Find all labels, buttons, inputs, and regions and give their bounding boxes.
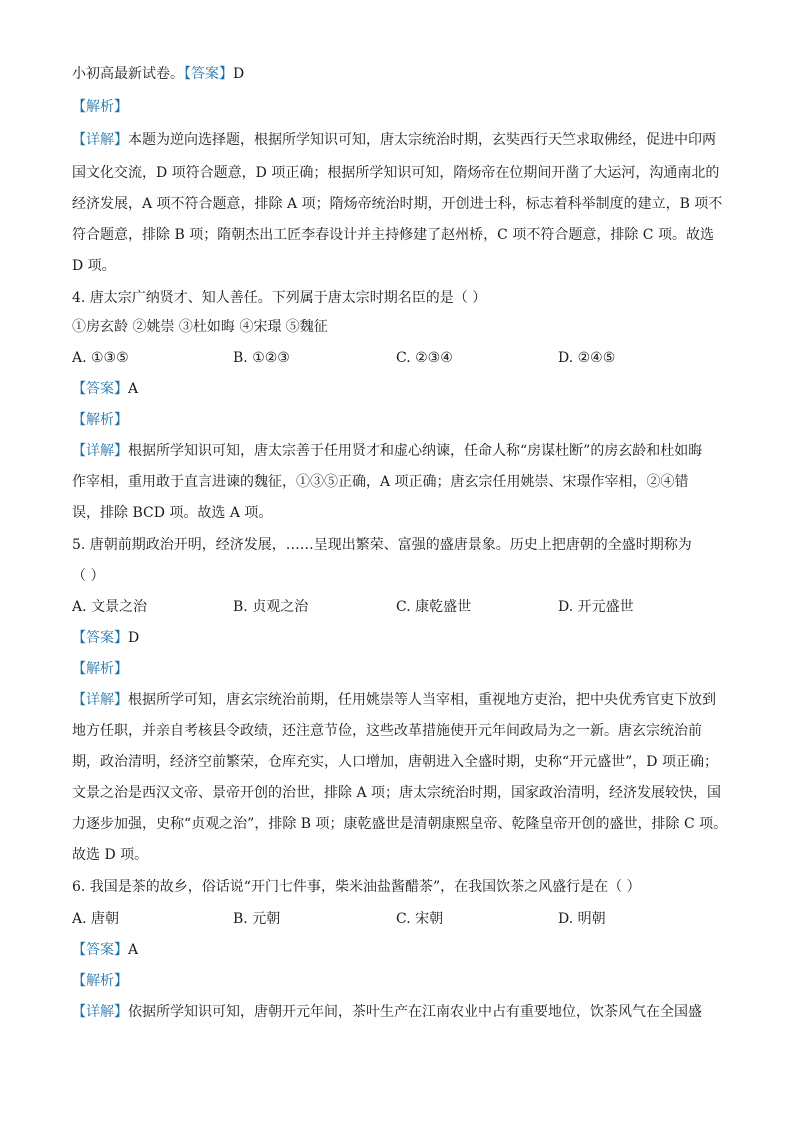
detail-line: 国文化交流，D 项符合题意，D 项正确；根据所学知识可知，隋炀帝在位期间开凿了大运河，沟通南北的 — [72, 165, 720, 181]
question-5-option-b: B. 贞观之治 — [233, 599, 309, 615]
question-6-option-c: C. 宋朝 — [396, 911, 444, 927]
answer-tag: 【答案】 — [72, 630, 128, 646]
question-4-option-d: D. ②④⑤ — [558, 350, 616, 366]
question-5-option-d: D. 开元盛世 — [558, 599, 634, 615]
question-6-option-a: A. 唐朝 — [72, 911, 120, 927]
question-5-option-c: C. 康乾盛世 — [396, 599, 472, 615]
question-6-option-b: B. 元朝 — [233, 911, 281, 927]
question-6-stem: 6. 我国是茶的故乡，俗话说“开门七件事，柴米油盐酱醋茶”，在我国饮茶之风盛行是在（ ） — [72, 879, 641, 895]
analysis-tag: 【解析】 — [72, 412, 128, 428]
question-4-items: ①房玄龄 ②姚崇 ③杜如晦 ④宋璟 ⑤魏征 — [72, 319, 328, 335]
detail-text: 依据所学知识可知，唐朝开元年间，茶叶生产在江南农业中占有重要地位，饮茶风气在全国盛 — [128, 1004, 702, 1020]
question-4-option-a: A. ①③⑤ — [72, 350, 129, 366]
detail-line: 故选 D 项。 — [72, 847, 149, 863]
analysis-tag: 【解析】 — [72, 973, 128, 989]
question-4-stem: 4. 唐太宗广纳贤才、知人善任。下列属于唐太宗时期名臣的是（ ） — [72, 290, 487, 306]
detail-line: 地方任职，并亲自考核县令政绩，还注意节俭，这些改革措施使开元年间政局为之一新。唐玄宗统治前 — [72, 723, 702, 739]
answer-value: D — [233, 66, 245, 82]
question-5-stem-cont: （ ） — [72, 568, 105, 584]
question-4-option-b: B. ①②③ — [233, 350, 290, 366]
prev-text: 小初高最新试卷。 — [72, 66, 184, 82]
detail-line: 文景之治是西汉文帝、景帝开创的治世，排除 A 项；唐太宗统治时期，国家政治清明，经济发展较快，国 — [72, 785, 722, 801]
detail-line: D 项。 — [72, 258, 116, 274]
detail-line: 误，排除 BCD 项。故选 A 项。 — [72, 505, 273, 521]
question-6-option-d: D. 明朝 — [558, 911, 606, 927]
answer-value: D — [128, 630, 140, 646]
detail-tag: 【详解】 — [72, 1004, 128, 1020]
detail-text: 根据所学可知，唐玄宗统治前期，任用姚崇等人当宰相，重视地方吏治，把中央优秀官吏下放到 — [128, 692, 716, 708]
detail-tag: 【详解】 — [72, 443, 128, 459]
detail-tag: 【详解】 — [72, 692, 128, 708]
detail-line — [72, 1002, 732, 1022]
detail-tag: 【详解】 — [72, 132, 128, 148]
answer-value: A — [128, 942, 139, 958]
analysis-tag: 【解析】 — [72, 661, 128, 677]
detail-line: 力逐步加强，史称“贞观之治”，排除 B 项；康乾盛世是清朝康熙皇帝、乾隆皇帝开创的盛世，排除 C 项。 — [72, 816, 728, 832]
prev-answer-line — [72, 64, 732, 84]
detail-line: 期，政治清明，经济空前繁荣，仓库充实，人口增加，唐朝进入全盛时期，史称“开元盛世”，D 项正确； — [72, 754, 718, 770]
question-5-stem: 5. 唐朝前期政治开明，经济发展，……呈现出繁荣、富强的盛唐景象。历史上把唐朝的全盛时期称为 — [72, 537, 692, 553]
question-4-option-c: C. ②③④ — [396, 350, 453, 366]
detail-line — [72, 441, 732, 461]
detail-line — [72, 690, 732, 710]
detail-line — [72, 130, 732, 150]
detail-text: 根据所学知识可知，唐太宗善于任用贤才和虚心纳谏，任命人称“房谋杜断”的房玄龄和杜如晦 — [128, 443, 703, 459]
detail-line: 符合题意，排除 B 项；隋朝杰出工匠李春设计并主持修建了赵州桥，C 项不符合题意，排除 C 项。故选 — [72, 227, 714, 243]
detail-text: 本题为逆向选择题，根据所学知识可知，唐太宗统治时期，玄奘西行天竺求取佛经，促进中印两 — [128, 132, 716, 148]
answer-tag: 【答案】 — [184, 66, 233, 82]
question-6-answer — [72, 940, 732, 960]
question-5-answer — [72, 628, 732, 648]
answer-tag: 【答案】 — [72, 942, 128, 958]
answer-value: A — [128, 381, 139, 397]
detail-line: 作宰相，重用敢于直言进谏的魏征，①③⑤正确，A 项正确；唐玄宗任用姚崇、宋璟作宰相，②④错 — [72, 474, 689, 490]
answer-tag: 【答案】 — [72, 381, 128, 397]
analysis-tag: 【解析】 — [72, 99, 128, 115]
question-4-answer — [72, 379, 732, 399]
question-5-option-a: A. 文景之治 — [72, 599, 148, 615]
detail-line: 经济发展，A 项不符合题意，排除 A 项；隋炀帝统治时期，开创进士科，标志着科举制度的建立，B 项不 — [72, 196, 723, 212]
